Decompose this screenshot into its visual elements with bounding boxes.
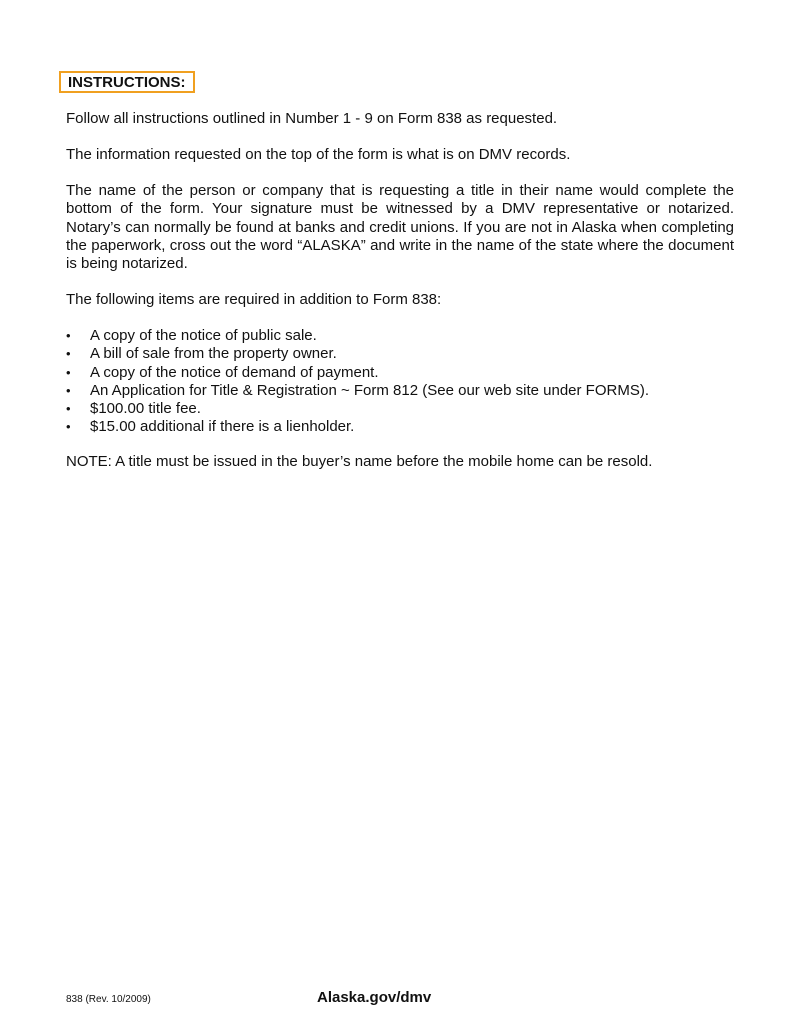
bullet-icon: • — [66, 382, 71, 398]
list-item: • An Application for Title & Registration ~ Form 812 (See our web site under FORMS). — [66, 381, 649, 399]
bullet-icon: • — [66, 419, 71, 435]
bullet-icon: • — [66, 328, 71, 343]
instruction-paragraph-3: The name of the person or company that is requesting a title in their name would complete the bottom of the form. Your signature must be witnessed by a DMV representative or notarized. Notary’s can normally be found at banks and credit unions. If you are not in Alaska when completing the paperwork, cross out the word “ALASKA” and write in the name of the state where the document is being notarized. — [66, 182, 734, 273]
instruction-paragraph-2: The information requested on the top of the form is what is on DMV records. — [66, 146, 571, 163]
list-item: • A bill of sale from the property owner. — [66, 345, 337, 363]
required-items-list — [66, 327, 649, 437]
form-revision: 838 (Rev. 10/2009) — [66, 994, 151, 1005]
required-items-intro: The following items are required in addition to Form 838: — [66, 291, 442, 308]
list-item: • A copy of the notice of public sale. — [66, 327, 317, 344]
note-paragraph: NOTE: A title must be issued in the buyer’s name before the mobile home can be resold. — [66, 453, 653, 470]
instruction-paragraph-1: Follow all instructions outlined in Number 1 - 9 on Form 838 as requested. — [66, 110, 558, 127]
list-item: • $15.00 additional if there is a lienholder. — [66, 418, 355, 436]
list-item: • $100.00 title fee. — [66, 400, 201, 418]
bullet-icon: • — [66, 346, 71, 362]
bullet-icon: • — [66, 364, 71, 380]
website-link[interactable]: Alaska.gov/dmv — [317, 989, 432, 1006]
instructions-heading: INSTRUCTIONS: — [59, 71, 195, 93]
bullet-icon: • — [66, 401, 71, 417]
list-item: • A copy of the notice of demand of payment. — [66, 363, 379, 381]
